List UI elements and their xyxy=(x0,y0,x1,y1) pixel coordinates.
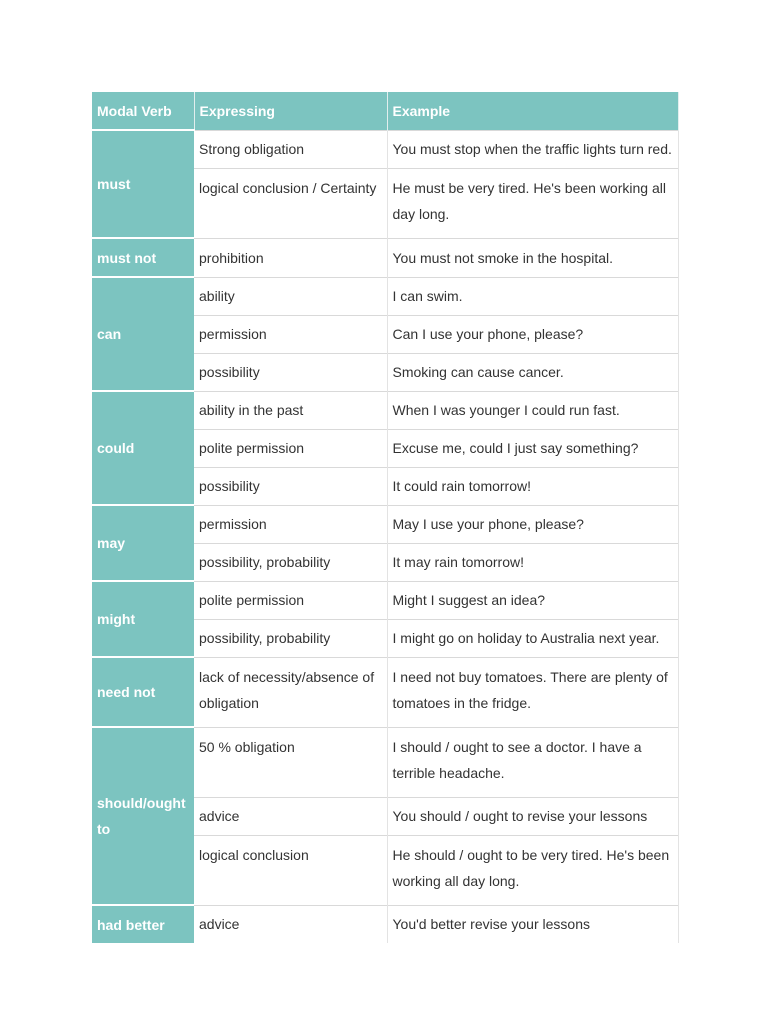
expressing-cell: possibility, probability xyxy=(194,543,387,581)
example-cell: You'd better revise your lessons xyxy=(387,905,678,943)
example-cell: You must not smoke in the hospital. xyxy=(387,238,678,277)
example-cell: He must be very tired. He's been working all day long. xyxy=(387,168,678,238)
modal-verb-cell: should/ought to xyxy=(92,727,194,905)
modal-verb-cell: may xyxy=(92,505,194,581)
table-row xyxy=(92,277,678,315)
expressing-cell: permission xyxy=(194,505,387,543)
example-cell: You must stop when the traffic lights turn red. xyxy=(387,130,678,168)
table-row xyxy=(92,657,678,727)
modal-verb-cell: must not xyxy=(92,238,194,277)
example-cell: Smoking can cause cancer. xyxy=(387,353,678,391)
expressing-cell: permission xyxy=(194,315,387,353)
expressing-cell: ability in the past xyxy=(194,391,387,429)
table-row xyxy=(92,130,678,168)
example-cell: Might I suggest an idea? xyxy=(387,581,678,619)
modal-verbs-table xyxy=(92,92,679,943)
modal-verb-cell: can xyxy=(92,277,194,391)
expressing-cell: 50 % obligation xyxy=(194,727,387,797)
expressing-cell: Strong obligation xyxy=(194,130,387,168)
header-row xyxy=(92,92,678,130)
expressing-cell: prohibition xyxy=(194,238,387,277)
table-row xyxy=(92,505,678,543)
table-row xyxy=(92,905,678,943)
modal-verb-cell: could xyxy=(92,391,194,505)
expressing-cell: possibility xyxy=(194,467,387,505)
expressing-cell: logical conclusion / Certainty xyxy=(194,168,387,238)
example-cell: I need not buy tomatoes. There are plenty of tomatoes in the fridge. xyxy=(387,657,678,727)
expressing-cell: lack of necessity/absence of obligation xyxy=(194,657,387,727)
expressing-cell: possibility xyxy=(194,353,387,391)
expressing-cell: logical conclusion xyxy=(194,835,387,905)
table-row xyxy=(92,238,678,277)
example-cell: I can swim. xyxy=(387,277,678,315)
expressing-cell: advice xyxy=(194,905,387,943)
expressing-cell: polite permission xyxy=(194,429,387,467)
example-cell: Excuse me, could I just say something? xyxy=(387,429,678,467)
header-expressing: Expressing xyxy=(194,92,387,130)
header-modal-verb: Modal Verb xyxy=(92,92,194,130)
example-cell: It may rain tomorrow! xyxy=(387,543,678,581)
table-row xyxy=(92,581,678,619)
example-cell: May I use your phone, please? xyxy=(387,505,678,543)
modal-verb-cell: had better xyxy=(92,905,194,943)
modal-verb-cell: might xyxy=(92,581,194,657)
table-row xyxy=(92,391,678,429)
expressing-cell: advice xyxy=(194,797,387,835)
table-row xyxy=(92,727,678,797)
header-example: Example xyxy=(387,92,678,130)
example-cell: I might go on holiday to Australia next year. xyxy=(387,619,678,657)
example-cell: It could rain tomorrow! xyxy=(387,467,678,505)
example-cell: He should / ought to be very tired. He's been working all day long. xyxy=(387,835,678,905)
expressing-cell: ability xyxy=(194,277,387,315)
expressing-cell: polite permission xyxy=(194,581,387,619)
modal-verb-cell: must xyxy=(92,130,194,238)
expressing-cell: possibility, probability xyxy=(194,619,387,657)
modal-verb-cell: need not xyxy=(92,657,194,727)
example-cell: When I was younger I could run fast. xyxy=(387,391,678,429)
example-cell: I should / ought to see a doctor. I have a terrible headache. xyxy=(387,727,678,797)
example-cell: You should / ought to revise your lessons xyxy=(387,797,678,835)
example-cell: Can I use your phone, please? xyxy=(387,315,678,353)
